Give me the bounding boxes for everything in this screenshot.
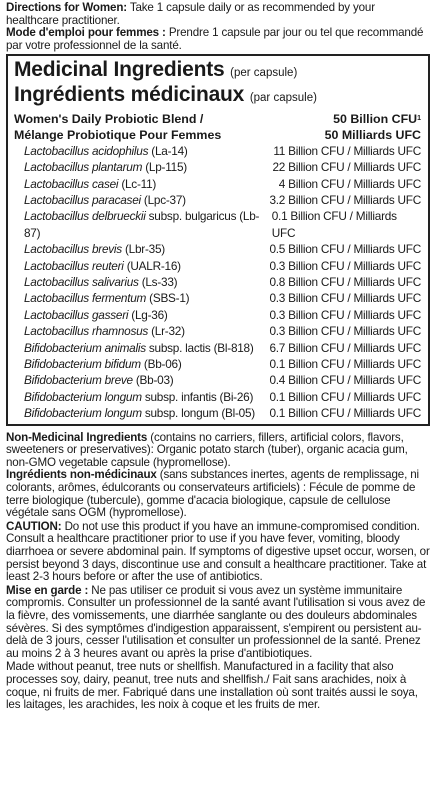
ingredient-name: Lactobacillus acidophilus (La-14) [24,143,188,158]
ingredient-name: Bifidobacterium longum subsp. longum (Bl-05) [24,406,255,421]
ingredient-name: Lactobacillus casei (Lc-11) [24,176,157,191]
ingredient-name: Bifidobacterium breve (Bb-03) [24,373,174,388]
ingredient-row [14,274,421,290]
ingredient-amount: 3.2 Billion CFU / Milliards UFC [269,193,421,207]
ingredient-name: Bifidobacterium bifidum (Bb-06) [24,357,182,372]
ingredient-row [14,208,421,241]
ingredient-list [14,143,421,422]
non-medicinal-fr: Ingrédients non-médicinaux (sans substances inertes, agents de remplissage, ni colorants, arômes, édulcorants ou conservateurs artificiels) : Fécule de pomme de terre biologique (tubercule), gomme d'acacia biologique, capsule de cellulose végétale sans OGM (hypromellose). [6,468,419,520]
ingredient-name: Lactobacillus rhamnosus (Lr-32) [24,324,185,339]
ingredient-name: Lactobacillus brevis (Lbr-35) [24,242,165,257]
directions-en: Directions for Women: Take 1 capsule daily or as recommended by your healthcare practitioner. [6,1,375,27]
caution-fr: Mise en garde : Ne pas utiliser ce produit si vous avez un système immunitaire compromis. Consulter un professionnel de la santé avant l'utilisation si vous avez de la fièvre, des vomissements, une diarrhée sanglante ou des douleurs abdominales sévères. Si des symptômes d'indigestion apparaissent, s'empirent ou persistent au-delà de 3 jours, cesser l'utilisation et consulter un professionnel de la santé. Prenez au moins 2 à 3 heures avant ou après la prise d'antibiotiques. [6,583,426,660]
ingredient-amount: 0.1 Billion CFU / Milliards UFC [269,357,421,372]
ingredient-row [14,356,421,372]
ingredient-name: Lactobacillus reuteri (UALR-16) [24,258,181,273]
blend-row-fr: Mélange Probiotique Pour Femmes 50 Milliards UFC [14,127,421,142]
ingredient-amount: 0.1 Billion CFU / Milliards UFC [271,209,397,240]
ingredient-name: Lactobacillus fermentum (SBS-1) [24,291,190,306]
ingredient-row [14,405,421,421]
ingredient-amount: 0.3 Billion CFU / Milliards UFC [269,291,421,306]
ingredient-amount: 0.5 Billion CFU / Milliards UFC [269,242,421,257]
ingredient-row [14,192,421,208]
ingredient-name: Lactobacillus delbrueckii subsp. bulgaricus (Lb-87) [24,209,260,240]
ingredient-amount: 0.3 Billion CFU / Milliards UFC [269,258,421,273]
ingredient-name: Bifidobacterium animalis subsp. lactis (Bl-818) [24,340,254,355]
ingredient-name: Bifidobacterium longum subsp. infantis (Bi-26) [24,389,254,404]
medicinal-title-en: Medicinal Ingredients (per capsule) [14,58,298,82]
ingredient-row [14,307,421,323]
directions-fr: Mode d'emploi pour femmes : Prendre 1 capsule par jour ou tel que recommandé par votre professionnel de la santé. [6,26,424,52]
allergen-statement: Made without peanut, tree nuts or shellfish. Manufactured in a facility that also processes soy, dairy, peanut, tree nuts and shellfish./ Fait sans arachides, noix à coque, ni fruits de mer. Fabriqué dans une installation où sont traités aussi le soya, les laitages, les arachides, les noix à coque et les fruits de mer. [6,660,418,712]
ingredient-amount: 6.7 Billion CFU / Milliards UFC [269,340,421,355]
ingredient-row [14,143,421,159]
ingredient-amount: 11 Billion CFU / Milliards UFC [273,143,421,158]
ingredient-amount: 0.8 Billion CFU / Milliards UFC [269,275,421,290]
ingredient-row [14,389,421,405]
ingredient-row [14,176,421,192]
ingredient-name: Lactobacillus plantarum (Lp-115) [24,160,187,175]
ingredient-amount: 0.1 Billion CFU / Milliards UFC [269,389,421,404]
ingredient-name: Lactobacillus gasseri (Lg-36) [24,307,168,322]
ingredient-name: Lactobacillus paracasei (Lpc-37) [24,193,186,207]
caution-en: CAUTION: Do not use this product if you have an immune-compromised condition. Consult a healthcare practitioner prior to use if you have fever, vomiting, bloody diarrhoea or severe abdominal pain. If symptoms of digestive upset occur, worsen, or persist beyond 3 days, discontinue use and consult a healthcare practitioner. Take at least 2-3 hours before or after the use of antibiotics. [6,519,430,584]
ingredient-amount: 4 Billion CFU / Milliards UFC [278,176,421,191]
blend-row-en: Women's Daily Probiotic Blend / 50 Billion CFU$^1$ [14,112,421,127]
ingredient-row [14,159,421,175]
ingredient-amount: 0.3 Billion CFU / Milliards UFC [269,324,421,339]
medicinal-ingredients-panel [6,54,430,425]
ingredient-amount: 0.4 Billion CFU / Milliards UFC [269,373,421,388]
ingredient-amount: 22 Billion CFU / Milliards UFC [272,160,421,175]
medicinal-title-fr: Ingrédients médicinaux (par capsule) [14,83,317,107]
non-medicinal-en: Non-Medicinal Ingredients (contains no carriers, fillers, artificial colors, flavors, sweeteners or preservatives): Organic potato starch (tuber), organic acacia gum, non-GMO vegetable capsule (hypromellose). [6,430,408,469]
ingredient-row [14,258,421,274]
ingredient-row [14,340,421,356]
ingredient-name: Lactobacillus salivarius (Ls-33) [24,275,178,290]
ingredient-row [14,372,421,388]
ingredient-amount: 0.3 Billion CFU / Milliards UFC [269,307,421,322]
ingredient-row [14,241,421,257]
ingredient-amount: 0.1 Billion CFU / Milliards UFC [269,406,421,421]
ingredient-row [14,323,421,339]
ingredient-row [14,290,421,306]
